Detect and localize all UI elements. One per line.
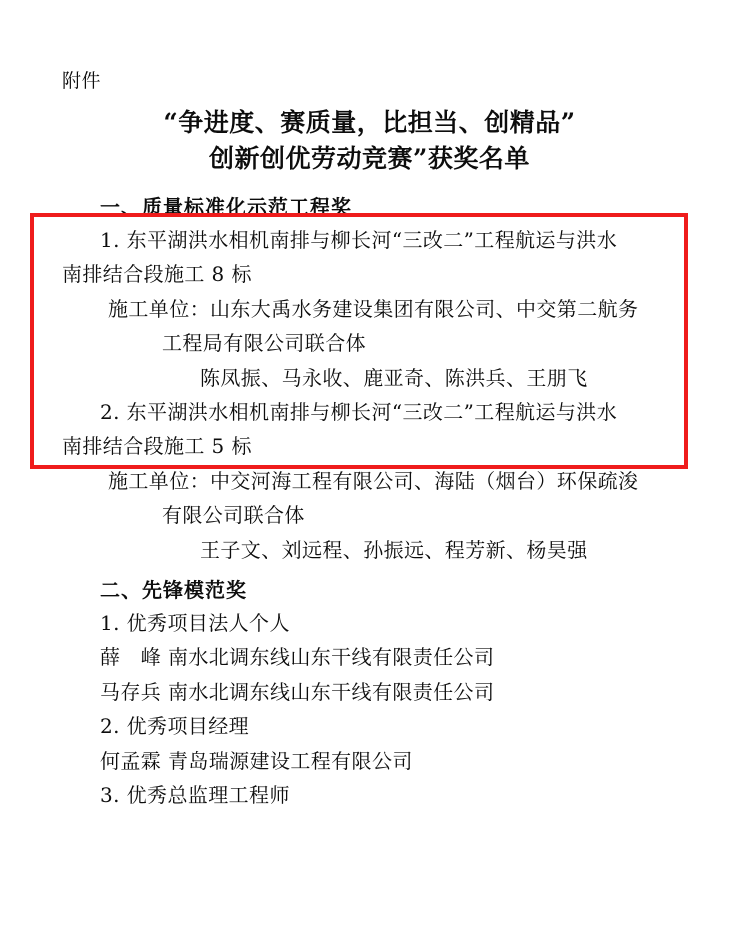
- award-entry: [62, 396, 677, 566]
- section-quality-award: [62, 191, 677, 394]
- entry-title-line-1: 1. 东平湖洪水相机南排与柳长河“三改二”工程航运与洪水: [100, 228, 618, 253]
- section-heading-2: 二、先锋模范奖: [100, 578, 247, 602]
- attachment-label: 附件: [62, 70, 102, 92]
- entry-names: 陈凤振、马永收、鹿亚奇、陈洪兵、王朋飞: [200, 365, 588, 390]
- award-label: 3. 优秀总监理工程师: [100, 782, 290, 807]
- section-pioneer-award: [62, 574, 677, 811]
- award-label: 2. 优秀项目经理: [100, 714, 250, 739]
- entry-unit-line-2: 工程局有限公司联合体: [162, 331, 366, 356]
- entry-title-line-2: 南排结合段施工 8 标: [62, 262, 252, 287]
- title-line-1: “争进度、赛质量，比担当、创精品”: [163, 107, 576, 137]
- award-line: 薛 峰 南水北调东线山东干线有限责任公司: [100, 645, 495, 670]
- title-line-2: 创新创优劳动竞赛”获奖名单: [209, 143, 530, 173]
- entry-names: 王子文、刘远程、孙振远、程芳新、杨昊强: [200, 537, 588, 562]
- award-entry: [62, 224, 677, 394]
- award-line: 马存兵 南水北调东线山东干线有限责任公司: [100, 679, 495, 704]
- award-label: 1. 优秀项目法人个人: [100, 611, 290, 635]
- section-heading-1: 一、质量标准化示范工程奖: [100, 195, 352, 220]
- document-body: [62, 191, 677, 811]
- entry-unit-line-1: 施工单位：中交河海工程有限公司、海陆（烟台）环保疏浚: [108, 468, 639, 493]
- entry-title-line-1: 2. 东平湖洪水相机南排与柳长河“三改二”工程航运与洪水: [100, 400, 618, 425]
- entry-unit-line-1: 施工单位：山东大禹水务建设集团有限公司、中交第二航务: [108, 296, 639, 321]
- entry-title-line-2: 南排结合段施工 5 标: [62, 434, 252, 459]
- page-title: [62, 105, 677, 178]
- entry-unit-line-2: 有限公司联合体: [162, 503, 305, 528]
- award-line: 何孟霖 青岛瑞源建设工程有限公司: [100, 748, 413, 773]
